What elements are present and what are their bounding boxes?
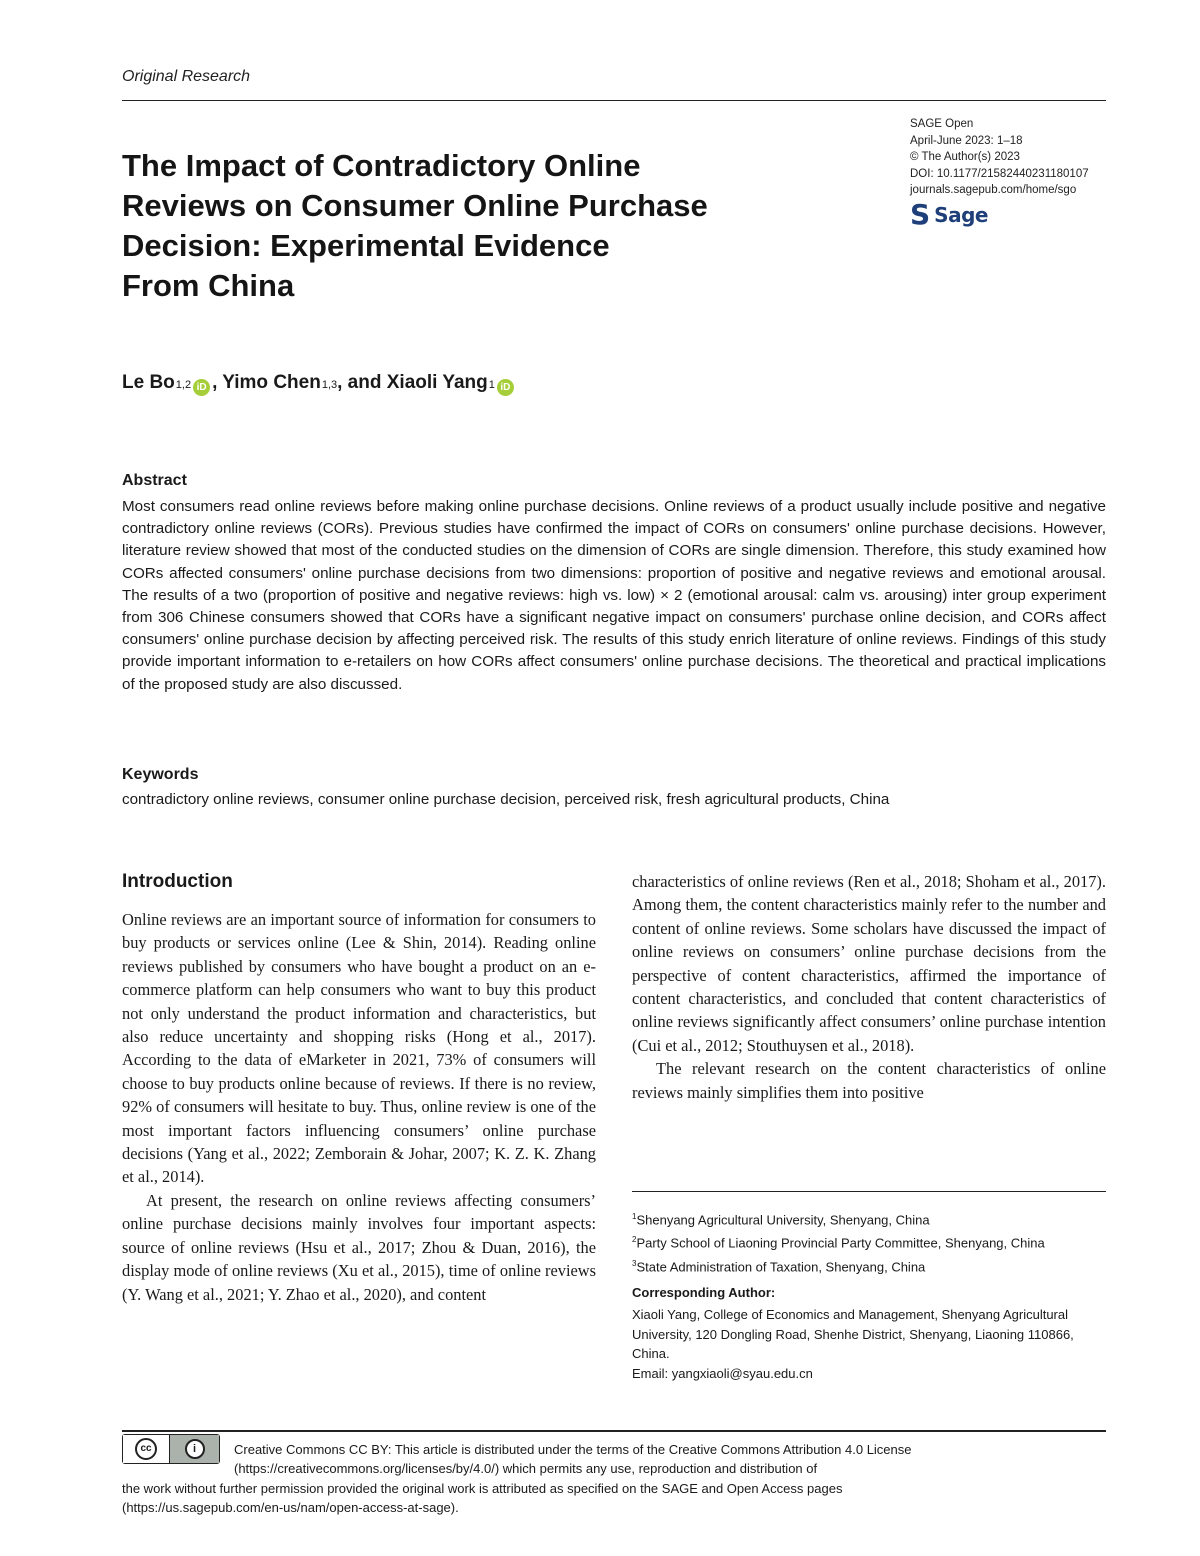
sage-logo-mark: S <box>910 198 931 231</box>
license-rule <box>122 1430 1106 1432</box>
corresponding-line: University, 120 Dongling Road, Shenhe District, Shenyang, Liaoning 110866, <box>632 1326 1074 1342</box>
article-type-label: Original Research <box>122 68 251 85</box>
license-link[interactable]: (https://us.sagepub.com/en-us/nam/open-access-at-sage). <box>122 1500 459 1515</box>
affiliation-number: 2 <box>632 1235 637 1245</box>
attribution-icon: i <box>185 1439 205 1459</box>
body-column-right <box>632 870 1106 1104</box>
author-name: , Yimo Chen <box>212 372 321 393</box>
corresponding-line: Xiaoli Yang, College of Economics and Management, Shenyang Agricultural <box>632 1307 1069 1322</box>
author-affil-sup: 1 <box>488 379 495 391</box>
introduction-heading: Introduction <box>122 871 233 892</box>
body-column-left <box>122 908 596 1306</box>
affiliation-item <box>632 1230 1106 1253</box>
footnote-rule <box>632 1191 1106 1192</box>
cc-icon: cc <box>135 1438 157 1460</box>
title-line: The Impact of Contradictory Online <box>122 148 641 183</box>
body-paragraph: Online reviews are an important source of information for consumers to buy products or services online (Lee & Shin, 2014). Reading online reviews published by consumers who have bought a product on an e-commerce platform can help consumers who want to buy this product not only understand the product information and characteristics, but also reduce uncertainty and shopping risks (Hong et al., 2017). According to the data of eMarketer in 2021, 73% of consumers will choose to buy products online because of reviews. If there is no review, 92% of consumers will hesitate to buy. Thus, online review is one of the most important factors influencing consumers’ online purchase decisions (Yang et al., 2022; Zemborain & Johar, 2007; K. Z. K. Zhang et al., 2014). <box>122 910 596 1187</box>
affiliation-number: 1 <box>632 1212 637 1221</box>
affiliation-item <box>632 1254 1106 1277</box>
journal-url[interactable]: journals.sagepub.com/home/sgo <box>910 184 1077 196</box>
affiliation-text: Party School of Liaoning Provincial Party Committee, Shenyang, China <box>636 1235 1045 1251</box>
body-paragraph: The relevant research on the content characteristics of online reviews mainly simplifies them into positive <box>632 1059 1106 1102</box>
corresponding-line: China. <box>632 1346 670 1361</box>
journal-doi[interactable]: DOI: 10.1177/21582440231180107 <box>910 167 1089 180</box>
header-rule <box>122 100 1106 101</box>
journal-issue: April-June 2023: 1–18 <box>910 134 1023 147</box>
abstract-heading: Abstract <box>122 472 187 489</box>
orcid-icon[interactable]: iD <box>497 379 514 396</box>
corresponding-email[interactable]: Email: yangxiaoli@syau.edu.cn <box>632 1365 813 1381</box>
body-paragraph: At present, the research on online reviews affecting consumers’ online purchase decisions mainly involves four important aspects: source of online reviews (Hsu et al., 2017; Zhou & Duan, 2016), the display mode of online reviews (Xu et al., 2015), time of online reviews (Y. Wang et al., 2021; Y. Zhao et al., 2020), and content <box>122 1190 596 1304</box>
journal-meta <box>910 116 1110 199</box>
corresponding-author-details <box>632 1305 1106 1383</box>
author-name: , and Xiaoli Yang <box>337 372 488 393</box>
corresponding-author-heading: Corresponding Author: <box>632 1285 776 1300</box>
affiliation-number: 3 <box>632 1258 637 1268</box>
keywords-heading: Keywords <box>122 766 199 783</box>
sage-logo <box>910 200 988 230</box>
license-line: Creative Commons CC BY: This article is distributed under the terms of the Creative Commons Attribution 4.0 License <box>234 1442 912 1457</box>
affiliation-item <box>632 1207 1106 1230</box>
body-paragraph: characteristics of online reviews (Ren et al., 2018; Shoham et al., 2017). Among them, the content characteristics mainly refer to the number and content of online reviews. Some scholars have discussed the impact of online reviews on consumers’ online purchase decisions from the perspective of content characteristics, affirmed the importance of content characteristics, and concluded that content characteristics of online reviews significantly affect consumers’ online purchase intention (Cui et al., 2012; Stouthuysen et al., 2018). <box>632 872 1106 1055</box>
cc-by-badge[interactable] <box>122 1434 220 1464</box>
cc-badge-right <box>170 1435 219 1463</box>
cc-badge-left <box>123 1435 170 1463</box>
title-line: Reviews on Consumer Online Purchase <box>122 188 708 223</box>
journal-name: SAGE Open <box>910 118 974 130</box>
article-title <box>122 146 842 306</box>
journal-copyright: © The Author(s) 2023 <box>910 151 1020 163</box>
orcid-icon[interactable]: iD <box>193 379 210 396</box>
abstract-text: Most consumers read online reviews before making online purchase decisions. Online reviews of a product usually include positive and negative contradictory online reviews (CORs). Previous studies have confirmed the impact of CORs on consumers' online purchase decisions. However, literature review showed that most of the conducted studies on the dimension of CORs are single dimension. Therefore, this study examined how CORs affected consumers' online purchase decisions from two dimensions: proportion of positive and negative reviews and emotional arousal. The results of a two (proportion of positive and negative reviews: high vs. low) × 2 (emotional arousal: calm vs. arousing) inter group experiment from 306 Chinese consumers showed that CORs have a significant negative impact on consumers' purchase online decision, and CORs affect consumers' online purchase decision by affecting perceived risk. The results of this study enrich literature of online reviews. Findings of this study provide important information to e-retailers on how CORs affect consumers' online purchase decisions. The theoretical and practical implications of the proposed study are also discussed. <box>122 498 1106 693</box>
license-link[interactable]: (https://creativecommons.org/licenses/by/4.0/) which permits any use, reproduction and distribution of <box>234 1461 818 1476</box>
author-affil-sup: 1,2 <box>175 379 192 391</box>
title-line: Decision: Experimental Evidence <box>122 228 610 263</box>
keywords-text: contradictory online reviews, consumer online purchase decision, perceived risk, fresh agricultural products, China <box>122 791 890 808</box>
title-line: From China <box>122 268 295 303</box>
author-list <box>122 372 516 394</box>
author-affil-sup: 1,3 <box>321 379 338 391</box>
license-line: the work without further permission provided the original work is attributed as specified on the SAGE and Open Access pages <box>122 1481 843 1496</box>
author-name: Le Bo <box>122 372 175 393</box>
affiliation-text: Shenyang Agricultural University, Shenyang, China <box>636 1212 930 1228</box>
affiliation-text: State Administration of Taxation, Shenyang, China <box>636 1258 926 1274</box>
affiliations <box>632 1207 1106 1277</box>
sage-logo-word: Sage <box>934 203 988 227</box>
